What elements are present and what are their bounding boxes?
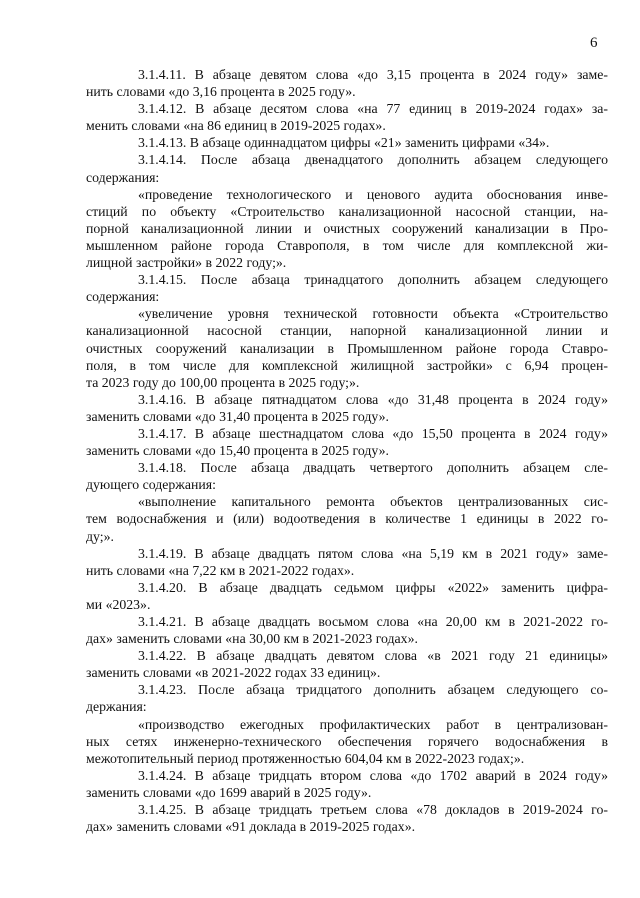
text-line: «выполнение капитального ремонта объектов централизованных сис-	[138, 494, 608, 510]
text-line: лищной застройки» в 2022 году;».	[86, 255, 287, 271]
text-line: содержания:	[86, 289, 160, 305]
text-line: дующего содержания:	[86, 477, 216, 493]
text-line: держания:	[86, 699, 147, 715]
text-line: 3.1.4.24. В абзаце тридцать втором слова «до 1702 аварий в 2024 году»	[138, 767, 608, 783]
paragraph	[86, 66, 608, 100]
paragraph	[86, 151, 608, 185]
text-line: заменить словами «до 1699 аварий в 2025 году».	[86, 784, 372, 800]
text-line: тем водоснабжения и (или) водоотведения в количестве 1 единицы в 2022 го-	[86, 511, 608, 527]
page-number: 6	[590, 35, 598, 51]
text-line: 3.1.4.19. В абзаце двадцать пятом слова «на 5,19 км в 2021 году» заме-	[138, 545, 608, 561]
text-line: дах» заменить словами «на 30,00 км в 2021-2023 годах».	[86, 631, 418, 647]
text-line: заменить словами «в 2021-2022 годах 33 единиц».	[86, 665, 381, 681]
text-line: межотопительный период протяженностью 604,04 км в 2022-2023 годах;».	[86, 750, 525, 766]
text-line: нить словами «на 7,22 км в 2021-2022 годах».	[86, 562, 355, 578]
text-line: 3.1.4.17. В абзаце шестнадцатом слова «до 15,50 процента в 2024 году»	[138, 425, 608, 441]
text-line: мышленном районе города Ставрополя, в том числе для комплексной жи-	[86, 237, 608, 253]
text-line: 3.1.4.18. После абзаца двадцать четвертого дополнить абзацем сле-	[138, 460, 608, 476]
paragraph	[86, 716, 608, 767]
text-line: 3.1.4.15. После абзаца тринадцатого дополнить абзацем следующего	[138, 272, 608, 288]
text-line: заменить словами «до 31,40 процента в 2025 году».	[86, 408, 389, 424]
paragraph	[86, 186, 608, 271]
text-line: порной канализационной линии и очистных сооружений канализации в Про-	[86, 220, 608, 236]
text-line: канализационной насосной станции, напорной канализационной линии и	[86, 323, 608, 339]
text-line: 3.1.4.12. В абзаце десятом слова «на 77 единиц в 2019-2024 годах» за-	[138, 101, 608, 117]
paragraph	[86, 305, 608, 390]
text-line: 3.1.4.20. В абзаце двадцать седьмом цифры «2022» заменить цифра-	[138, 579, 608, 595]
text-line: ных сетях инженерно-технического обеспечения горячего водоснабжения в	[86, 733, 608, 749]
paragraph	[86, 271, 608, 305]
text-line: стиций по объекту «Строительство канализационной насосной станции, на-	[86, 203, 608, 219]
text-line: менить словами «на 86 единиц в 2019-2025 годах».	[86, 118, 386, 134]
text-line: 3.1.4.25. В абзаце тридцать третьем слова «78 докладов в 2019-2024 го-	[138, 802, 608, 818]
paragraph	[86, 493, 608, 544]
text-line: 3.1.4.22. В абзаце двадцать девятом слова «в 2021 году 21 единицы»	[138, 648, 608, 664]
text-line: «увеличение уровня технической готовности объекта «Строительство	[138, 306, 608, 322]
paragraph	[86, 134, 608, 151]
paragraph	[86, 681, 608, 715]
text-line: 3.1.4.14. После абзаца двенадцатого дополнить абзацем следующего	[138, 152, 608, 168]
text-line: 3.1.4.13. В абзаце одиннадцатом цифры «21» заменить цифрами «34».	[138, 135, 550, 151]
text-line: ду;».	[86, 528, 114, 544]
text-line: поля, в том числе для комплексной жилищной застройки» с 6,94 процен-	[86, 357, 608, 373]
text-line: 3.1.4.21. В абзаце двадцать восьмом слова «на 20,00 км в 2021-2022 го-	[138, 614, 608, 629]
paragraph	[86, 391, 608, 425]
paragraph	[86, 579, 608, 613]
paragraph	[86, 545, 608, 579]
text-line: очистных сооружений канализации в Промышленном районе города Ставро-	[86, 340, 608, 356]
text-line: заменить словами «до 15,40 процента в 2025 году».	[86, 443, 389, 459]
paragraph	[86, 100, 608, 134]
text-line: «проведение технологического и ценового аудита обоснования инве-	[138, 186, 608, 202]
text-line: 3.1.4.11. В абзаце девятом слова «до 3,15 процента в 2024 году» заме-	[138, 67, 608, 82]
text-line: ми «2023».	[86, 596, 151, 612]
text-line: 3.1.4.16. В абзаце пятнадцатом слова «до 31,48 процента в 2024 году»	[138, 391, 608, 407]
paragraph	[86, 459, 608, 493]
paragraph	[86, 425, 608, 459]
paragraph	[86, 647, 608, 681]
paragraph	[86, 801, 608, 835]
text-line: «производство ежегодных профилактических работ в централизован-	[138, 716, 608, 732]
text-line: содержания:	[86, 169, 160, 185]
paragraph	[86, 613, 608, 647]
text-line: та 2023 году до 100,00 процента в 2025 году;».	[86, 374, 360, 390]
text-line: дах» заменить словами «91 доклада в 2019-2025 годах».	[86, 819, 416, 835]
document-body	[86, 66, 608, 835]
paragraph	[86, 767, 608, 801]
text-line: нить словами «до 3,16 процента в 2025 году».	[86, 84, 356, 100]
text-line: 3.1.4.23. После абзаца тридцатого дополнить абзацем следующего со-	[138, 682, 608, 698]
